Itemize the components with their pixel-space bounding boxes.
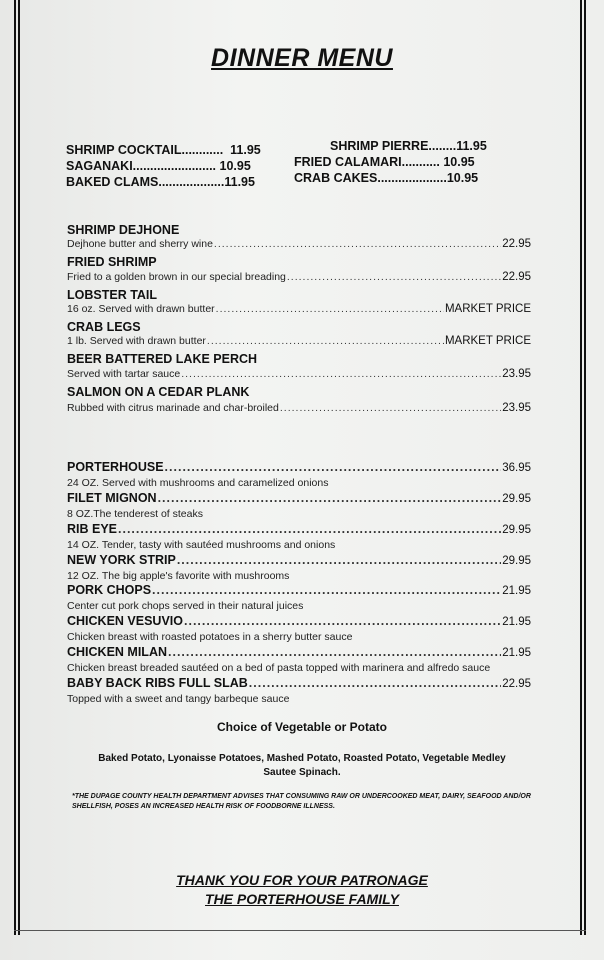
appetizers-right [294, 138, 487, 186]
appetizer-item: FRIED CALAMARI........... 10.95 [294, 155, 475, 169]
seafood-name: FRIED SHRIMP [67, 255, 157, 269]
entree-row: CHICKEN VESUVIO ..... 21.95 [67, 614, 531, 628]
seafood-row: Fried to a golden brown in our special breading ..... 22.95 [67, 271, 531, 283]
entree-desc: Chicken breast breaded sautéed on a bed of pasta topped with marinera and alfredo sauce [67, 662, 491, 674]
seafood-row: Served with tartar sauce ..... 23.95 [67, 368, 531, 380]
appetizer-item: SAGANAKI........................ 10.95 [66, 159, 251, 173]
appetizer-item: SHRIMP PIERRE........11.95 [330, 139, 487, 153]
entree-desc: 12 OZ. The big apple's favorite with mushrooms [67, 570, 290, 582]
entree-row: PORK CHOPS ..... 21.95 [67, 583, 531, 597]
appetizer-item: SHRIMP COCKTAIL............ 11.95 [66, 143, 261, 157]
seafood-row: Dejhone butter and sherry wine ..... 22.95 [67, 238, 531, 250]
entree-row: RIB EYE ..... 29.95 [67, 522, 531, 536]
entree-row: FILET MIGNON ..... 29.95 [67, 491, 531, 505]
seafood-name: LOBSTER TAIL [67, 288, 158, 302]
seafood-name: BEER BATTERED LAKE PERCH [67, 352, 258, 366]
entree-row: BABY BACK RIBS FULL SLAB ..... 22.95 [67, 676, 531, 690]
sides-line: Sautee Spinach. [263, 767, 341, 778]
seafood-name: SHRIMP DEJHONE [67, 223, 180, 237]
appetizer-item: BAKED CLAMS...................11.95 [66, 175, 255, 189]
entree-desc: 24 OZ. Served with mushrooms and caramelized onions [67, 477, 329, 489]
family-signoff: THE PORTERHOUSE FAMILY [205, 891, 399, 907]
thanks-line: THANK YOU FOR YOUR PATRONAGE [176, 872, 428, 888]
seafood-name: CRAB LEGS [67, 320, 141, 334]
entree-row: PORTERHOUSE ..... 36.95 [67, 460, 531, 474]
entree-desc: Chicken breast with roasted potatoes in a sherry butter sauce [67, 631, 353, 643]
seafood-name: SALMON ON A CEDAR PLANK [67, 385, 250, 399]
sides-list [40, 752, 564, 780]
seafood-row: 1 lb. Served with drawn butter ..... MARKET PRICE [67, 335, 531, 347]
entree-row: CHICKEN MILAN ..... 21.95 [67, 645, 531, 659]
entree-desc: Topped with a sweet and tangy barbeque sauce [67, 693, 290, 705]
sides-line: Baked Potato, Lyonaisse Potatoes, Mashed Potato, Roasted Potato, Vegetable Medley [98, 753, 506, 764]
entree-row: NEW YORK STRIP ..... 29.95 [67, 553, 531, 567]
entree-desc: 8 OZ.The tenderest of steaks [67, 508, 203, 520]
seafood-row: Rubbed with citrus marinade and char-broiled ..... 23.95 [67, 402, 531, 414]
seafood-row: 16 oz. Served with drawn butter ..... MARKET PRICE [67, 303, 531, 315]
entree-desc: Center cut pork chops served in their natural juices [67, 600, 304, 612]
entree-desc: 14 OZ. Tender, tasty with sautéed mushrooms and onions [67, 539, 336, 551]
bottom-edge [14, 930, 586, 937]
appetizers-left [66, 142, 261, 190]
health-advisory: *THE DUPAGE COUNTY HEALTH DEPARTMENT ADVISES THAT CONSUMING RAW OR UNDERCOOKED MEAT, DAIRY, SEAFOOD AND/OR SHELLFISH, POSES AN INCREASED HEALTH RISK OF FOODBORNE ILLNESS. [72, 793, 531, 810]
menu-title: DINNER MENU [211, 44, 393, 72]
choice-heading: Choice of Vegetable or Potato [216, 720, 388, 734]
appetizer-item: CRAB CAKES....................10.95 [294, 171, 479, 185]
